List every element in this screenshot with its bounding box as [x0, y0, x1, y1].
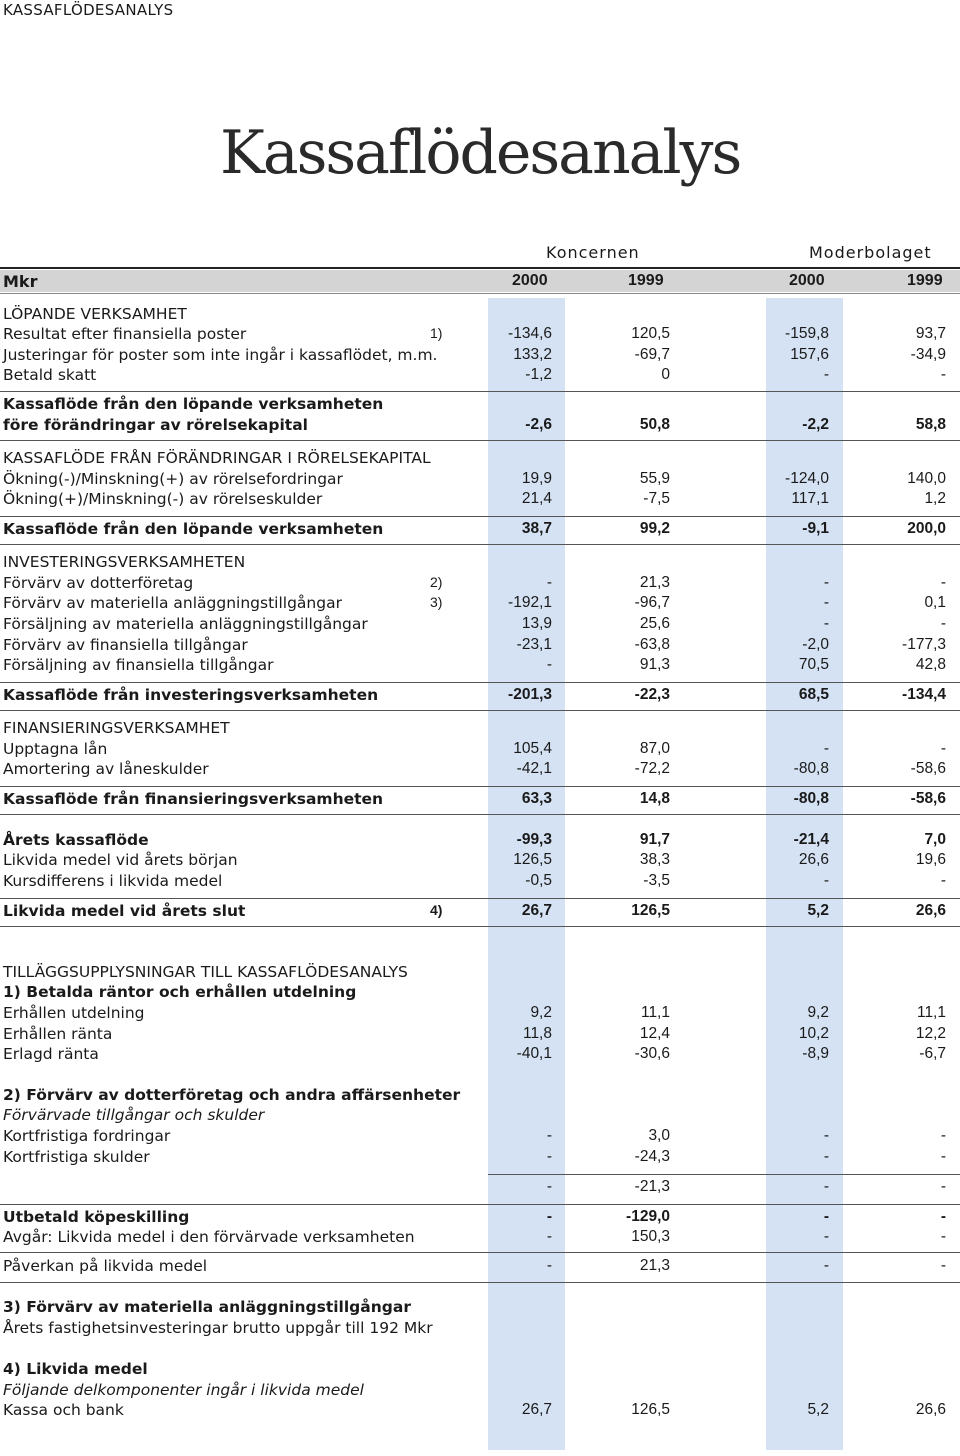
row-label: Resultat efter finansiella poster — [3, 325, 247, 343]
cell-koncernen-2000: - — [546, 1127, 552, 1144]
row-label: Förvärvade tillgångar och skulder — [3, 1106, 265, 1124]
group-head-koncernen: Koncernen — [546, 243, 640, 262]
row-note-ref: 1) — [430, 325, 443, 341]
row-label: Avgår: Likvida medel i den förvärvade verksamheten — [3, 1228, 415, 1246]
cell-moderbolaget-2000: 68,5 — [798, 686, 829, 703]
col-header-moderbolaget-2000: 2000 — [789, 272, 825, 289]
cell-moderbolaget-2000: 70,5 — [798, 656, 829, 673]
cell-koncernen-1999: 91,3 — [639, 656, 670, 673]
cell-koncernen-2000: -134,6 — [508, 325, 552, 342]
cell-moderbolaget-1999: -34,9 — [910, 346, 946, 363]
separator — [0, 544, 960, 545]
cell-koncernen-2000: - — [546, 1178, 552, 1195]
cell-moderbolaget-1999: -134,4 — [902, 686, 946, 703]
column-header-row — [0, 270, 960, 292]
cell-moderbolaget-2000: -80,8 — [793, 760, 829, 777]
table-row — [0, 1148, 960, 1168]
cell-koncernen-1999: 38,3 — [639, 851, 670, 868]
separator — [0, 516, 960, 517]
cell-koncernen-1999: -69,7 — [634, 346, 670, 363]
cell-moderbolaget-1999: 140,0 — [907, 470, 946, 487]
row-label: Kassaflöde från den löpande verksamheten — [3, 520, 384, 538]
cell-koncernen-1999: -7,5 — [643, 490, 670, 507]
cell-koncernen-1999: 55,9 — [639, 470, 670, 487]
row-note-ref: 4) — [430, 902, 443, 918]
row-label: Betald skatt — [3, 366, 97, 384]
cell-moderbolaget-2000: -124,0 — [785, 470, 829, 487]
cell-koncernen-2000: 38,7 — [521, 520, 552, 537]
row-label: före förändringar av rörelsekapital — [3, 416, 308, 434]
table-row — [0, 615, 960, 635]
cell-moderbolaget-2000: - — [823, 1178, 829, 1195]
section-header-tag: KASSAFLÖDESANALYS — [3, 1, 174, 19]
row-label: Justeringar för poster som inte ingår i kassaflödet, m.m. — [3, 346, 438, 364]
table-row — [0, 574, 960, 594]
group-head-moderbolaget: Moderbolaget — [809, 243, 932, 262]
cell-moderbolaget-2000: 5,2 — [807, 902, 829, 919]
cell-koncernen-1999: 126,5 — [631, 1401, 670, 1418]
row-label: LÖPANDE VERKSAMHET — [3, 305, 187, 323]
cell-koncernen-1999: 3,0 — [648, 1127, 670, 1144]
cell-moderbolaget-2000: - — [823, 1208, 829, 1225]
row-label: 3) Förvärv av materiella anläggningstillgångar — [3, 1298, 411, 1316]
cell-koncernen-2000: -1,2 — [525, 366, 552, 383]
cell-moderbolaget-1999: 26,6 — [915, 1401, 946, 1418]
table-row — [0, 449, 960, 469]
cell-moderbolaget-2000: -2,0 — [802, 636, 829, 653]
table-row — [0, 851, 960, 871]
table-row — [0, 1208, 960, 1228]
cell-koncernen-2000: -42,1 — [516, 760, 552, 777]
table-row — [0, 1228, 960, 1248]
cell-moderbolaget-2000: 117,1 — [791, 490, 829, 507]
row-label: Likvida medel vid årets början — [3, 851, 238, 869]
cell-moderbolaget-2000: - — [823, 366, 829, 383]
cell-moderbolaget-1999: - — [940, 1228, 946, 1245]
cell-moderbolaget-1999: 7,0 — [924, 831, 946, 848]
cell-koncernen-1999: 91,7 — [639, 831, 670, 848]
row-label: Amortering av låneskulder — [3, 760, 209, 778]
cell-moderbolaget-2000: - — [823, 1228, 829, 1245]
cell-koncernen-1999: -24,3 — [634, 1148, 670, 1165]
row-label: INVESTERINGSVERKSAMHETEN — [3, 553, 246, 571]
row-label: Försäljning av finansiella tillgångar — [3, 656, 274, 674]
cell-koncernen-2000: 105,4 — [513, 740, 552, 757]
cell-koncernen-2000: -0,5 — [525, 872, 552, 889]
cell-koncernen-2000: 19,9 — [521, 470, 552, 487]
separator — [0, 814, 960, 815]
table-row — [0, 686, 960, 706]
cell-moderbolaget-2000: 26,6 — [798, 851, 829, 868]
cell-koncernen-2000: 26,7 — [521, 1401, 552, 1418]
cell-moderbolaget-1999: 0,1 — [924, 594, 946, 611]
separator — [0, 682, 960, 683]
cell-moderbolaget-2000: -21,4 — [793, 831, 829, 848]
cell-koncernen-2000: 9,2 — [530, 1004, 552, 1021]
row-label: KASSAFLÖDE FRÅN FÖRÄNDRINGAR I RÖRELSEKAPITAL — [3, 449, 431, 467]
cell-moderbolaget-1999: - — [940, 1257, 946, 1274]
cell-moderbolaget-2000: 9,2 — [807, 1004, 829, 1021]
table-row — [0, 1401, 960, 1421]
row-label: FINANSIERINGSVERKSAMHET — [3, 719, 230, 737]
cell-moderbolaget-2000: -2,2 — [802, 416, 829, 433]
cell-moderbolaget-1999: - — [940, 366, 946, 383]
table-row — [0, 831, 960, 851]
cell-moderbolaget-2000: 157,6 — [790, 346, 829, 363]
cell-koncernen-1999: -30,6 — [634, 1045, 670, 1062]
cell-koncernen-1999: 21,3 — [639, 574, 670, 591]
row-label: Förvärv av dotterföretag — [3, 574, 194, 592]
cell-koncernen-2000: - — [546, 1257, 552, 1274]
table-row — [0, 963, 960, 983]
cell-koncernen-2000: - — [546, 1208, 552, 1225]
cell-moderbolaget-1999: - — [940, 740, 946, 757]
row-label: Försäljning av materiella anläggningstillgångar — [3, 615, 368, 633]
cell-koncernen-2000: 21,4 — [521, 490, 552, 507]
cell-moderbolaget-1999: - — [940, 872, 946, 889]
row-label: 4) Likvida medel — [3, 1360, 148, 1378]
separator — [0, 1282, 960, 1283]
table-row — [0, 346, 960, 366]
row-label: Förvärv av finansiella tillgångar — [3, 636, 248, 654]
table-row — [0, 760, 960, 780]
cell-moderbolaget-1999: 26,6 — [915, 902, 946, 919]
cell-koncernen-1999: -21,3 — [634, 1178, 670, 1195]
cell-moderbolaget-2000: -8,9 — [802, 1045, 829, 1062]
separator — [0, 710, 960, 711]
cell-moderbolaget-1999: 93,7 — [915, 325, 946, 342]
cell-koncernen-2000: 13,9 — [521, 615, 552, 632]
cell-koncernen-1999: 50,8 — [639, 416, 670, 433]
cell-moderbolaget-2000: - — [823, 740, 829, 757]
table-row — [0, 1360, 960, 1380]
cell-moderbolaget-2000: - — [823, 574, 829, 591]
cell-koncernen-1999: 87,0 — [639, 740, 670, 757]
table-row — [0, 490, 960, 510]
cell-koncernen-2000: 26,7 — [521, 902, 552, 919]
subtotal-rule — [488, 1174, 960, 1175]
row-label: Årets kassaflöde — [3, 831, 149, 849]
row-label: Kursdifferens i likvida medel — [3, 872, 223, 890]
table-row — [0, 1127, 960, 1147]
cell-moderbolaget-2000: - — [823, 872, 829, 889]
cell-moderbolaget-2000: - — [823, 1127, 829, 1144]
cell-koncernen-1999: 25,6 — [639, 615, 670, 632]
row-label: Upptagna lån — [3, 740, 108, 758]
cell-koncernen-1999: 150,3 — [631, 1228, 670, 1245]
cell-koncernen-2000: 63,3 — [521, 790, 552, 807]
cell-moderbolaget-1999: 42,8 — [915, 656, 946, 673]
table-row — [0, 1298, 960, 1318]
table-row — [0, 305, 960, 325]
cell-moderbolaget-2000: - — [823, 1257, 829, 1274]
table-row — [0, 553, 960, 573]
cell-moderbolaget-2000: 5,2 — [807, 1401, 829, 1418]
col-header-koncernen-2000: 2000 — [512, 272, 548, 289]
cell-koncernen-1999: 99,2 — [639, 520, 670, 537]
table-row — [0, 636, 960, 656]
cell-koncernen-2000: 11,8 — [522, 1025, 552, 1042]
row-label: Kassa och bank — [3, 1401, 124, 1419]
cell-moderbolaget-1999: -177,3 — [902, 636, 946, 653]
cell-moderbolaget-2000: - — [823, 594, 829, 611]
cell-moderbolaget-1999: 19,6 — [915, 851, 946, 868]
cell-koncernen-2000: 133,2 — [513, 346, 552, 363]
table-row — [0, 470, 960, 490]
table-row — [0, 1004, 960, 1024]
cell-koncernen-2000: -201,3 — [508, 686, 552, 703]
separator — [0, 1252, 960, 1253]
table-row — [0, 416, 960, 436]
cell-koncernen-1999: 0 — [661, 366, 670, 383]
row-label: Förvärv av materiella anläggningstillgångar — [3, 594, 342, 612]
cell-moderbolaget-1999: -58,6 — [910, 760, 946, 777]
row-note-ref: 2) — [430, 574, 443, 590]
cell-koncernen-1999: 14,8 — [639, 790, 670, 807]
table-row — [0, 902, 960, 922]
separator — [0, 1204, 960, 1205]
col-header-moderbolaget-1999: 1999 — [907, 272, 943, 289]
cell-moderbolaget-1999: - — [940, 615, 946, 632]
row-label: 2) Förvärv av dotterföretag och andra affärsenheter — [3, 1086, 461, 1104]
cell-moderbolaget-1999: - — [940, 1127, 946, 1144]
cell-koncernen-2000: - — [546, 656, 552, 673]
cell-koncernen-2000: - — [546, 1228, 552, 1245]
row-label: Årets fastighetsinvesteringar brutto uppgår till 192 Mkr — [3, 1319, 433, 1337]
table-row — [0, 594, 960, 614]
row-label: Ökning(+)/Minskning(-) av rörelseskulder — [3, 490, 323, 508]
cell-koncernen-1999: 21,3 — [639, 1257, 670, 1274]
row-label: Erlagd ränta — [3, 1045, 99, 1063]
row-label: TILLÄGGSUPPLYSNINGAR TILL KASSAFLÖDESANALYS — [3, 963, 408, 981]
table-row — [0, 520, 960, 540]
cell-koncernen-1999: -129,0 — [626, 1208, 670, 1225]
column-group-headers — [0, 243, 960, 265]
table-row — [0, 1025, 960, 1045]
page-title: Kassaflödesanalys — [220, 118, 741, 188]
cell-koncernen-2000: - — [546, 1148, 552, 1165]
cell-moderbolaget-1999: 12,2 — [915, 1025, 946, 1042]
table-row — [0, 395, 960, 415]
table-row — [0, 656, 960, 676]
cell-moderbolaget-1999: - — [940, 1208, 946, 1225]
table-row — [0, 366, 960, 386]
cell-koncernen-1999: 12,4 — [639, 1025, 670, 1042]
cell-moderbolaget-1999: -6,7 — [919, 1045, 946, 1062]
cell-koncernen-1999: -96,7 — [634, 594, 670, 611]
cell-koncernen-2000: -2,6 — [525, 416, 552, 433]
row-label: Kassaflöde från finansieringsverksamheten — [3, 790, 384, 808]
separator — [0, 926, 960, 927]
cell-koncernen-1999: -72,2 — [634, 760, 670, 777]
row-label: Kassaflöde från den löpande verksamheten — [3, 395, 384, 413]
header-top-rule — [0, 267, 960, 269]
row-label: Kassaflöde från investeringsverksamheten — [3, 686, 379, 704]
row-label: Kortfristiga fordringar — [3, 1127, 171, 1145]
table-row — [0, 1178, 960, 1198]
cell-moderbolaget-1999: 58,8 — [915, 416, 946, 433]
table-row — [0, 325, 960, 345]
row-label: Ökning(-)/Minskning(+) av rörelsefordringar — [3, 470, 343, 488]
row-label: Utbetald köpeskilling — [3, 1208, 190, 1226]
table-row — [0, 1319, 960, 1339]
cell-koncernen-1999: -3,5 — [643, 872, 670, 889]
cell-koncernen-2000: - — [546, 574, 552, 591]
table-row — [0, 1086, 960, 1106]
row-label: 1) Betalda räntor och erhållen utdelning — [3, 983, 357, 1001]
col-header-koncernen-1999: 1999 — [628, 272, 664, 289]
separator — [0, 391, 960, 392]
cell-koncernen-2000: -99,3 — [516, 831, 552, 848]
cell-koncernen-2000: -40,1 — [516, 1045, 552, 1062]
cell-koncernen-1999: 126,5 — [631, 902, 670, 919]
header-bottom-rule — [0, 293, 960, 294]
row-label: Kortfristiga skulder — [3, 1148, 150, 1166]
cell-moderbolaget-2000: - — [823, 615, 829, 632]
table-row — [0, 790, 960, 810]
row-label: Erhållen utdelning — [3, 1004, 145, 1022]
cell-koncernen-1999: 11,1 — [640, 1004, 670, 1021]
cell-koncernen-2000: -192,1 — [508, 594, 552, 611]
row-label: Erhållen ränta — [3, 1025, 113, 1043]
table-row — [0, 719, 960, 739]
separator — [0, 440, 960, 441]
cell-moderbolaget-1999: - — [940, 574, 946, 591]
cell-moderbolaget-2000: -159,8 — [785, 325, 829, 342]
unit-label: Mkr — [3, 272, 38, 291]
cell-moderbolaget-1999: - — [940, 1148, 946, 1165]
table-row — [0, 1106, 960, 1126]
cell-moderbolaget-2000: -80,8 — [793, 790, 829, 807]
cell-moderbolaget-1999: -58,6 — [910, 790, 946, 807]
cell-moderbolaget-2000: -9,1 — [802, 520, 829, 537]
cell-moderbolaget-1999: 200,0 — [907, 520, 946, 537]
table-row — [0, 983, 960, 1003]
row-label: Följande delkomponenter ingår i likvida medel — [3, 1381, 364, 1399]
cell-moderbolaget-2000: 10,2 — [798, 1025, 829, 1042]
row-note-ref: 3) — [430, 594, 443, 610]
table-row — [0, 872, 960, 892]
cell-moderbolaget-1999: 1,2 — [924, 490, 946, 507]
row-label: Likvida medel vid årets slut — [3, 902, 246, 920]
cell-moderbolaget-2000: - — [823, 1148, 829, 1165]
table-row — [0, 1257, 960, 1277]
cell-moderbolaget-1999: 11,1 — [916, 1004, 946, 1021]
table-row — [0, 1045, 960, 1065]
cell-koncernen-2000: 126,5 — [513, 851, 552, 868]
table-row — [0, 740, 960, 760]
cell-moderbolaget-1999: - — [940, 1178, 946, 1195]
cell-koncernen-1999: -22,3 — [634, 686, 670, 703]
cell-koncernen-1999: -63,8 — [634, 636, 670, 653]
separator — [0, 786, 960, 787]
row-label: Påverkan på likvida medel — [3, 1257, 208, 1275]
table-row — [0, 1381, 960, 1401]
cell-koncernen-2000: -23,1 — [516, 636, 552, 653]
cell-koncernen-1999: 120,5 — [631, 325, 670, 342]
separator — [0, 898, 960, 899]
